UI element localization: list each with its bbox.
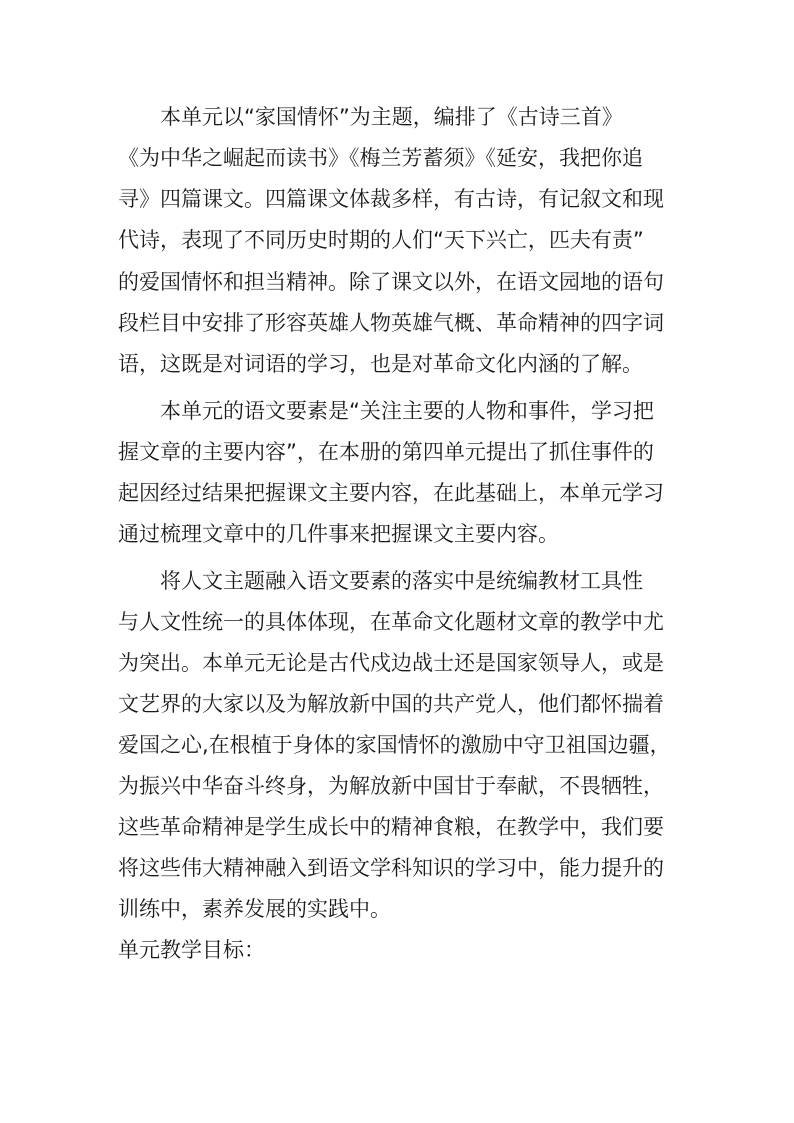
paragraph-3-line-5: 爱国之心,在根植于身体的家国情怀的激励中守卫祖国边疆， [118,733,671,757]
paragraph-2-line-3: 起因经过结果把握课文主要内容，在此基础上，本单元学习 [118,481,664,505]
paragraph-1-line-4: 代诗，表现了不同历史时期的人们“天下兴亡，匹夫有责” [118,228,644,252]
paragraph-2-line-2: 握文章的主要内容”，在本册的第四单元提出了抓住事件的 [118,440,654,464]
section-heading: 单元教学目标： [118,938,265,962]
paragraph-1-line-2: 《为中华之崛起而读书》《梅兰芳蓄须》《延安，我把你追 [118,146,643,170]
paragraph-3-line-1: 将人文主题融入语文要素的落实中是统编教材工具性 [160,569,643,593]
paragraph-1-line-1: 本单元以“家国情怀”为主题，编排了《古诗三首》 [160,105,623,129]
paragraph-3-line-8: 将这些伟大精神融入到语文学科知识的学习中，能力提升的 [118,856,664,880]
paragraph-3-line-3: 为突出。本单元无论是古代戍边战士还是国家领导人，或是 [118,651,664,675]
paragraph-1-line-3: 寻》四篇课文。四篇课文体裁多样，有古诗，有记叙文和现 [118,187,664,211]
paragraph-1-line-7: 语，这既是对词语的学习，也是对革命文化内涵的了解。 [118,352,643,376]
paragraph-1-line-6: 段栏目中安排了形容英雄人物英雄气概、革命精神的四字词 [118,311,664,335]
paragraph-3-line-9: 训练中，素养发展的实践中。 [118,897,391,921]
paragraph-3-line-2: 与人文性统一的具体体现，在革命文化题材文章的教学中尤 [118,610,664,634]
paragraph-3-line-6: 为振兴中华奋斗终身，为解放新中国甘于奉献，不畏牺牲， [118,774,664,798]
paragraph-1-line-5: 的爱国情怀和担当精神。除了课文以外，在语文园地的语句 [118,270,664,294]
paragraph-3-line-4: 文艺界的大家以及为解放新中国的共产党人，他们都怀揣着 [118,692,664,716]
paragraph-2-line-4: 通过梳理文章中的几件事来把握课文主要内容。 [118,522,559,546]
paragraph-2-line-1: 本单元的语文要素是“关注主要的人物和事件，学习把 [160,399,654,423]
paragraph-3-line-7: 这些革命精神是学生成长中的精神食粮，在教学中，我们要 [118,815,664,839]
